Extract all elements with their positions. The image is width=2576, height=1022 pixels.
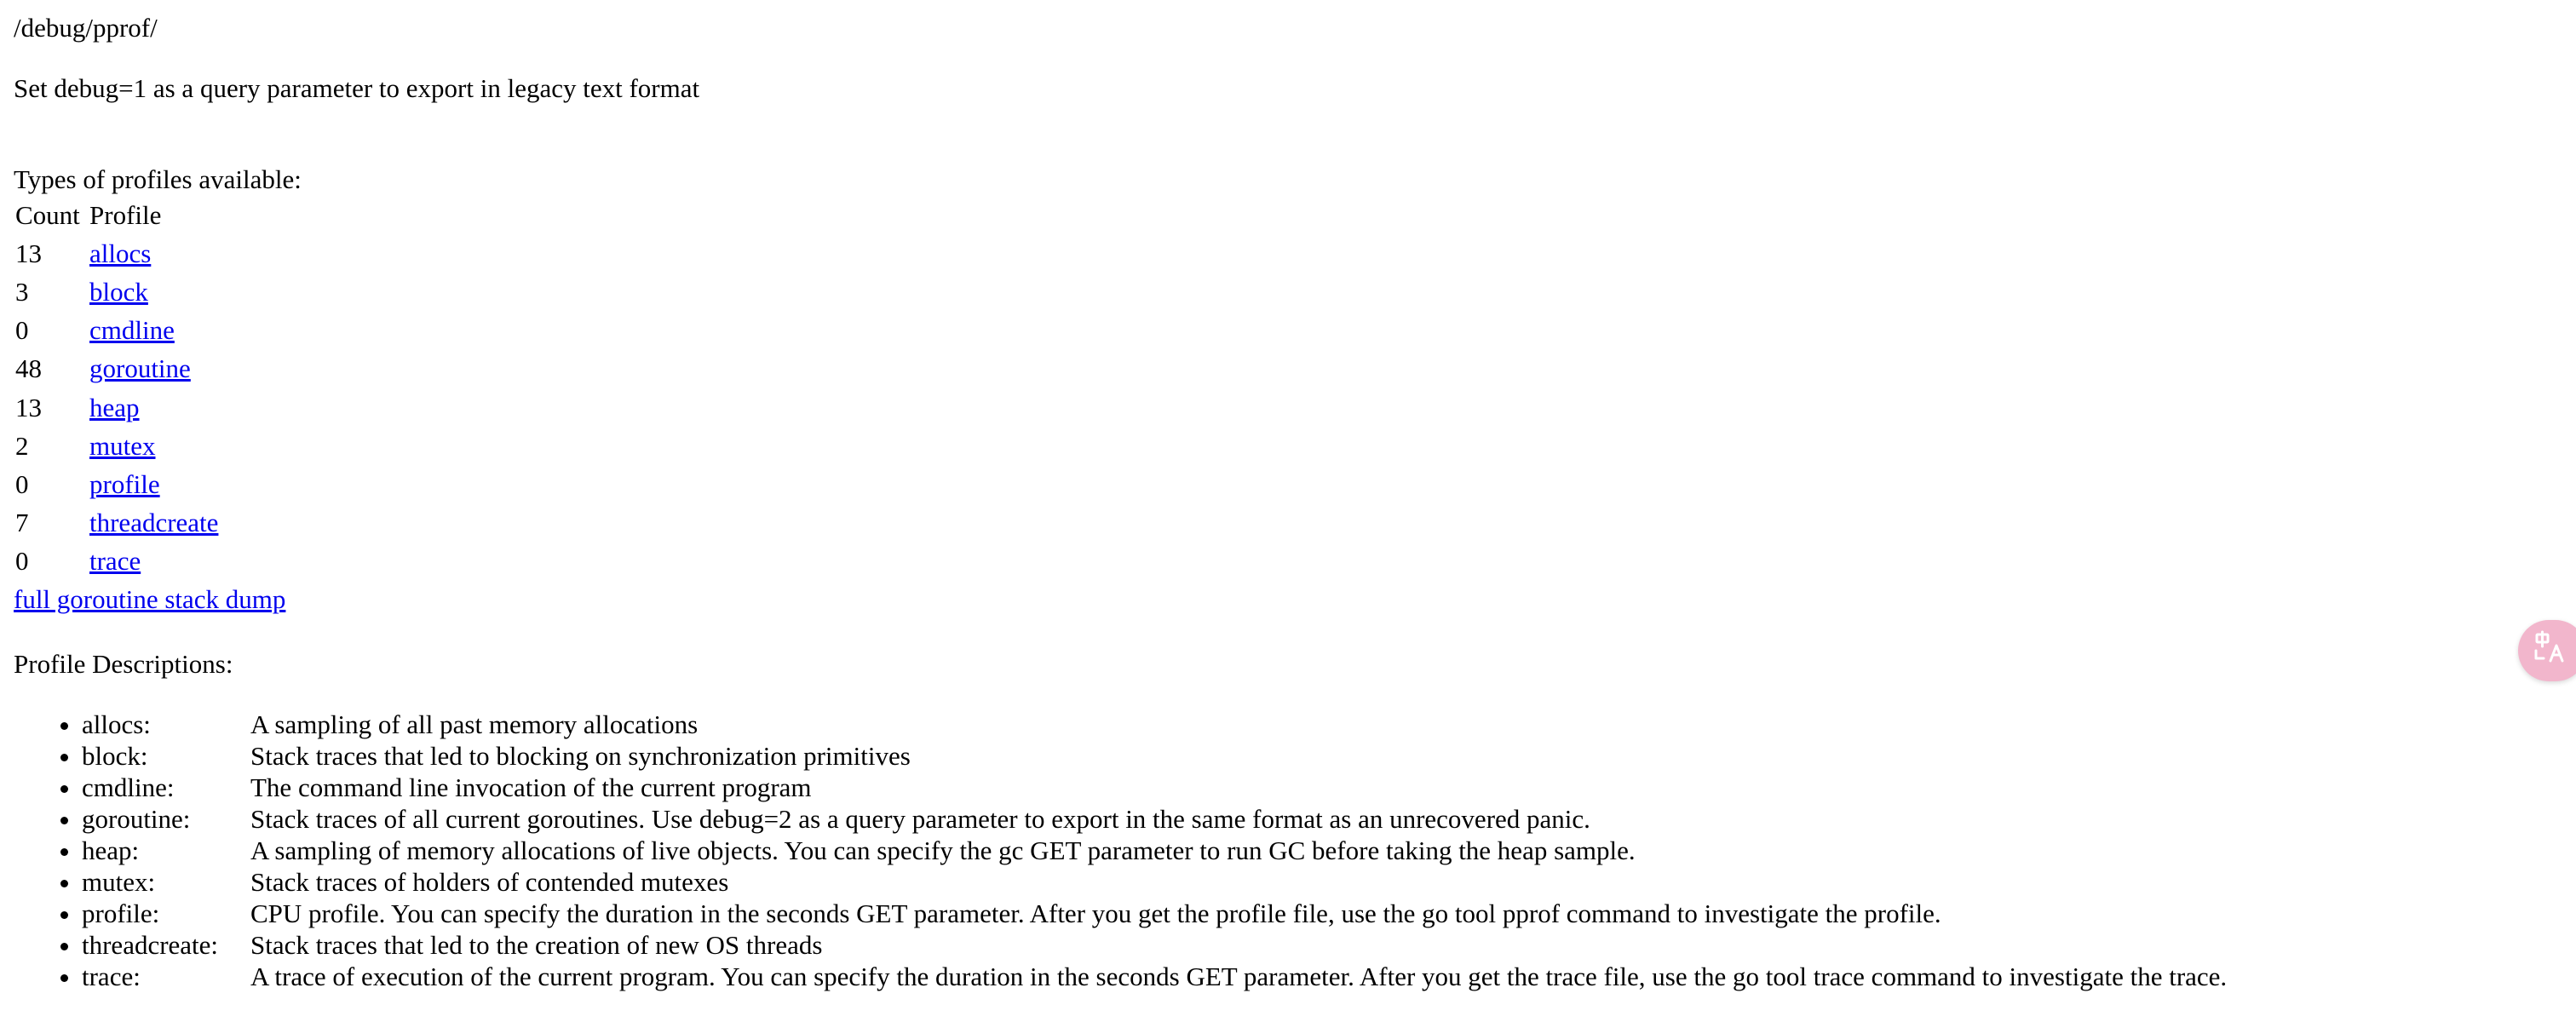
table-row <box>15 430 218 462</box>
profile-count: 13 <box>15 392 42 422</box>
profile-link-threadcreate[interactable]: threadcreate <box>89 508 219 538</box>
description-name: trace: <box>82 961 141 991</box>
profile-count: 13 <box>15 238 42 268</box>
list-item <box>82 772 2562 803</box>
profile-descriptions-heading: Profile Descriptions: <box>14 648 233 679</box>
profile-count: 0 <box>15 468 29 499</box>
list-item <box>82 740 2562 772</box>
description-name: mutex: <box>82 866 156 897</box>
profile-types-heading: Types of profiles available: <box>14 164 302 195</box>
table-row <box>15 276 218 307</box>
profile-count: 2 <box>15 430 29 461</box>
profile-link-allocs[interactable]: allocs <box>89 238 152 268</box>
translate-icon <box>2533 630 2567 671</box>
profile-descriptions-list <box>14 709 2562 992</box>
profile-cell <box>89 314 218 346</box>
list-item <box>82 929 2562 961</box>
list-item <box>82 835 2562 866</box>
profile-cell <box>89 468 218 500</box>
description-text: Stack traces of all current goroutines. Use debug=2 as a query parameter to export in the same format as an unrecovered panic. <box>250 803 1590 834</box>
table-row <box>15 238 218 269</box>
list-item <box>82 709 2562 740</box>
description-name: allocs: <box>82 709 151 739</box>
full-goroutine-stack-dump-link[interactable]: full goroutine stack dump <box>14 584 286 615</box>
description-name: threadcreate: <box>82 929 219 960</box>
profile-count: 7 <box>15 508 29 538</box>
profile-link-profile[interactable]: profile <box>89 468 160 499</box>
description-name: block: <box>82 740 148 771</box>
description-name: cmdline: <box>82 772 175 802</box>
profile-count: 48 <box>15 353 42 384</box>
description-name: goroutine: <box>82 803 191 834</box>
list-item <box>82 803 2562 835</box>
description-text: A sampling of all past memory allocations <box>250 709 699 739</box>
description-text: Stack traces of holders of contended mutexes <box>250 866 729 897</box>
profile-link-mutex[interactable]: mutex <box>89 430 156 461</box>
profile-link-goroutine[interactable]: goroutine <box>89 353 191 384</box>
table-row <box>15 392 218 423</box>
profile-cell <box>89 545 218 577</box>
table-row <box>15 545 218 577</box>
table-row <box>15 507 218 538</box>
list-item <box>82 866 2562 898</box>
profile-count: 0 <box>15 546 29 577</box>
table-row <box>15 468 218 500</box>
profile-count: 0 <box>15 315 29 346</box>
profile-link-block[interactable]: block <box>89 276 148 307</box>
profile-cell <box>89 276 218 307</box>
profiles-table <box>11 192 222 584</box>
profile-cell <box>89 507 218 538</box>
description-text: Stack traces that led to blocking on synchronization primitives <box>250 740 911 771</box>
description-text: CPU profile. You can specify the duration in the seconds GET parameter. After you get the profile file, use the go tool pprof command to investigate the profile. <box>250 898 1941 928</box>
profile-cell <box>89 353 218 384</box>
profile-link-trace[interactable]: trace <box>89 546 141 577</box>
profile-count: 3 <box>15 276 29 307</box>
legacy-format-hint: Set debug=1 as a query parameter to export in legacy text format <box>14 73 700 104</box>
table-row <box>15 353 218 384</box>
page-title: /debug/pprof/ <box>14 13 158 43</box>
profile-cell <box>89 392 218 423</box>
list-item <box>82 961 2562 992</box>
translate-button[interactable] <box>2518 620 2576 681</box>
profile-cell <box>89 238 218 269</box>
description-text: Stack traces that led to the creation of new OS threads <box>250 929 823 960</box>
count-column-header: Count <box>15 199 80 230</box>
description-name: profile: <box>82 898 160 928</box>
description-text: A trace of execution of the current program. You can specify the duration in the seconds GET parameter. After you get the trace file, use the go tool trace command to investigate the trace. <box>250 961 2228 991</box>
description-text: The command line invocation of the current program <box>250 772 812 802</box>
profile-column-header: Profile <box>89 199 162 230</box>
table-row <box>15 314 218 346</box>
profile-link-heap[interactable]: heap <box>89 392 140 422</box>
profile-link-cmdline[interactable]: cmdline <box>89 315 175 346</box>
profile-cell <box>89 430 218 462</box>
table-header-row <box>15 199 218 231</box>
description-name: heap: <box>82 835 140 865</box>
list-item <box>82 898 2562 929</box>
description-text: A sampling of memory allocations of live objects. You can specify the gc GET parameter to run GC before taking the heap sample. <box>250 835 1636 865</box>
